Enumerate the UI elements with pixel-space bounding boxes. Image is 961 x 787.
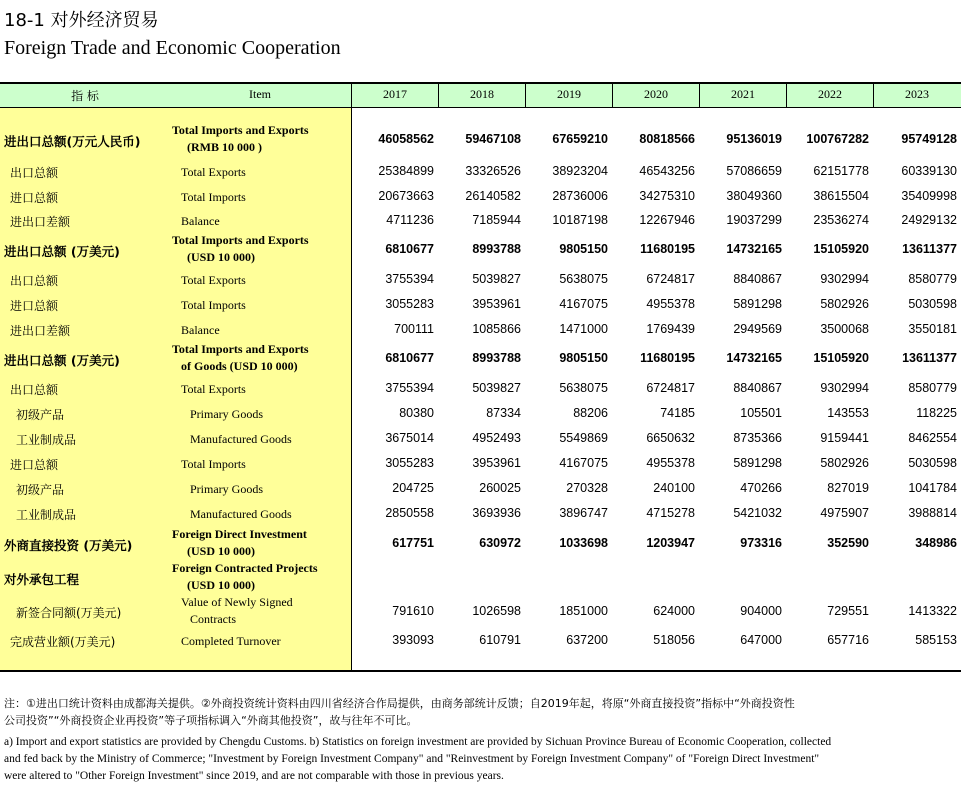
table-cell: 5030598 bbox=[908, 456, 957, 470]
table-cell: 5638075 bbox=[559, 272, 608, 286]
page-title-cn: 18-1 对外经济贸易 bbox=[4, 10, 159, 31]
table-cell: 23536274 bbox=[813, 213, 869, 227]
table-cell: 95749128 bbox=[901, 132, 957, 146]
row-label-en: Foreign Contracted Projects bbox=[172, 561, 318, 575]
table-cell: 3988814 bbox=[908, 506, 957, 520]
note-cn-line2: 公司投资”“外商投资企业再投资”等子项指标调入“外商其他投资”，故与往年不可比。 bbox=[4, 714, 418, 727]
table-cell: 5421032 bbox=[733, 506, 782, 520]
table-cell: 60339130 bbox=[901, 164, 957, 178]
table-cell: 5030598 bbox=[908, 297, 957, 311]
header-item: Item bbox=[249, 87, 271, 101]
table-cell: 12267946 bbox=[639, 213, 695, 227]
note-en-line2: and fed back by the Ministry of Commerce; "Investment by Foreign Investment Company" and "Reinvestment by Foreign Investment Company" of "Foreign Direct Investment" bbox=[4, 753, 820, 765]
table-cell: 1041784 bbox=[908, 481, 957, 495]
table-cell: 11680195 bbox=[640, 242, 695, 256]
table-cell: 33326526 bbox=[465, 164, 521, 178]
table-cell: 59467108 bbox=[465, 132, 521, 146]
table-cell: 3755394 bbox=[385, 272, 434, 286]
row-label-en: Foreign Direct Investment bbox=[172, 527, 307, 541]
row-label-cn: 进出口总额(万元人民币) bbox=[4, 134, 141, 149]
table-cell: 118225 bbox=[916, 406, 957, 420]
row-label-cn: 进口总额 bbox=[10, 191, 59, 205]
table-cell: 38923204 bbox=[552, 164, 608, 178]
row-label-en: Manufactured Goods bbox=[190, 507, 292, 521]
table-cell: 80818566 bbox=[639, 132, 695, 146]
row-label-en: Manufactured Goods bbox=[190, 432, 292, 446]
row-label-cn: 出口总额 bbox=[10, 166, 59, 180]
table-cell: 38049360 bbox=[726, 189, 782, 203]
table-cell: 470266 bbox=[740, 481, 782, 495]
table-cell: 270328 bbox=[566, 481, 608, 495]
table-cell: 973316 bbox=[740, 536, 782, 550]
table-cell: 13611377 bbox=[902, 242, 957, 256]
table-cell: 3055283 bbox=[385, 297, 434, 311]
row-label-cn: 出口总额 bbox=[10, 383, 59, 397]
table-cell: 9805150 bbox=[559, 351, 608, 365]
table-cell: 8840867 bbox=[733, 381, 782, 395]
table-cell: 8580779 bbox=[908, 272, 957, 286]
table-cell: 624000 bbox=[653, 604, 695, 618]
header-year: 2020 bbox=[644, 87, 668, 101]
row-label-cn: 工业制成品 bbox=[16, 508, 77, 522]
row-label-en: Total Imports and Exports bbox=[172, 342, 309, 356]
table-cell: 518056 bbox=[653, 633, 695, 647]
table-cell: 5891298 bbox=[733, 297, 782, 311]
table-cell: 4955378 bbox=[646, 297, 695, 311]
row-label-en: Value of Newly Signed bbox=[181, 595, 293, 609]
table-cell: 9159441 bbox=[820, 431, 869, 445]
header-year: 2018 bbox=[470, 87, 494, 101]
table-cell: 57086659 bbox=[726, 164, 782, 178]
table-cell: 1085866 bbox=[472, 322, 521, 336]
note-en-line3: were altered to "Other Foreign Investment" since 2019, and are not comparable with those in previous years. bbox=[4, 770, 504, 782]
table-top-rule bbox=[0, 82, 961, 84]
row-label-cn: 完成营业额(万美元) bbox=[10, 635, 116, 649]
table-cell: 352590 bbox=[827, 536, 869, 550]
header-year: 2017 bbox=[383, 87, 407, 101]
row-label-en: Balance bbox=[181, 323, 220, 337]
table-cell: 4167075 bbox=[559, 456, 608, 470]
row-label-cn: 出口总额 bbox=[10, 274, 59, 288]
table-cell: 700111 bbox=[394, 322, 434, 336]
table-cell: 8580779 bbox=[908, 381, 957, 395]
table-cell: 14732165 bbox=[726, 242, 782, 256]
table-cell: 46543256 bbox=[639, 164, 695, 178]
table-cell: 647000 bbox=[740, 633, 782, 647]
table-cell: 610791 bbox=[479, 633, 521, 647]
table-cell: 5638075 bbox=[559, 381, 608, 395]
table-cell: 24929132 bbox=[901, 213, 957, 227]
row-label-en: Balance bbox=[181, 214, 220, 228]
table-cell: 11680195 bbox=[640, 351, 695, 365]
table-cell: 74185 bbox=[660, 406, 695, 420]
table-cell: 4167075 bbox=[559, 297, 608, 311]
table-cell: 100767282 bbox=[806, 132, 869, 146]
table-cell: 3896747 bbox=[559, 506, 608, 520]
row-label-en: Total Imports bbox=[181, 457, 246, 471]
row-label-en: of Goods (USD 10 000) bbox=[181, 359, 298, 373]
table-cell: 35409998 bbox=[901, 189, 957, 203]
table-cell: 1203947 bbox=[646, 536, 695, 550]
table-cell: 5891298 bbox=[733, 456, 782, 470]
table-cell: 204725 bbox=[392, 481, 434, 495]
header-year: 2023 bbox=[905, 87, 929, 101]
table-cell: 13611377 bbox=[902, 351, 957, 365]
row-label-en: Total Exports bbox=[181, 273, 246, 287]
table-cell: 4955378 bbox=[646, 456, 695, 470]
note-en-line1: a) Import and export statistics are provided by Chengdu Customs. b) Statistics on foreign investment are provided by Sichuan Province Bureau of Economic Cooperation, collected bbox=[4, 736, 832, 748]
table-cell: 3500068 bbox=[820, 322, 869, 336]
table-cell: 1851000 bbox=[559, 604, 608, 618]
table-cell: 38615504 bbox=[813, 189, 869, 203]
table-cell: 26140582 bbox=[465, 189, 521, 203]
row-label-cn: 新签合同额(万美元) bbox=[16, 606, 122, 620]
table-cell: 67659210 bbox=[552, 132, 608, 146]
table-cell: 46058562 bbox=[378, 132, 434, 146]
table-cell: 34275310 bbox=[639, 189, 695, 203]
table-cell: 3550181 bbox=[908, 322, 957, 336]
row-label-en: Total Exports bbox=[181, 382, 246, 396]
table-cell: 87334 bbox=[486, 406, 521, 420]
row-label-cn: 工业制成品 bbox=[16, 433, 77, 447]
table-cell: 5802926 bbox=[820, 456, 869, 470]
table-cell: 657716 bbox=[827, 633, 869, 647]
row-label-cn: 进出口总额 (万美元) bbox=[4, 353, 120, 368]
table-cell: 8735366 bbox=[733, 431, 782, 445]
table-cell: 88206 bbox=[573, 406, 608, 420]
table-cell: 791610 bbox=[392, 604, 434, 618]
header-year: 2022 bbox=[818, 87, 842, 101]
table-cell: 630972 bbox=[479, 536, 521, 550]
table-cell: 9302994 bbox=[820, 381, 869, 395]
table-cell: 6650632 bbox=[646, 431, 695, 445]
table-cell: 5549869 bbox=[559, 431, 608, 445]
table-cell: 3953961 bbox=[472, 297, 521, 311]
table-cell: 3953961 bbox=[472, 456, 521, 470]
header-bottom-rule bbox=[0, 107, 961, 108]
row-label-cn: 初级产品 bbox=[16, 408, 65, 422]
row-label-en: (RMB 10 000 ) bbox=[187, 140, 262, 154]
header-year: 2019 bbox=[557, 87, 581, 101]
table-cell: 1033698 bbox=[559, 536, 608, 550]
table-cell: 9805150 bbox=[559, 242, 608, 256]
row-label-cn: 初级产品 bbox=[16, 483, 65, 497]
table-cell: 3055283 bbox=[385, 456, 434, 470]
table-cell: 3693936 bbox=[472, 506, 521, 520]
page-title-en: Foreign Trade and Economic Cooperation bbox=[4, 37, 341, 59]
table-cell: 5802926 bbox=[820, 297, 869, 311]
row-label-en: (USD 10 000) bbox=[187, 250, 255, 264]
table-cell: 9302994 bbox=[820, 272, 869, 286]
table-cell: 15105920 bbox=[813, 242, 869, 256]
table-cell: 1471000 bbox=[559, 322, 608, 336]
table-cell: 6724817 bbox=[646, 272, 695, 286]
row-label-en: Total Imports bbox=[181, 298, 246, 312]
table-cell: 2850558 bbox=[385, 506, 434, 520]
table-cell: 1413322 bbox=[908, 604, 957, 618]
table-cell: 15105920 bbox=[813, 351, 869, 365]
table-cell: 1769439 bbox=[646, 322, 695, 336]
table-cell: 10187198 bbox=[552, 213, 608, 227]
row-label-cn: 外商直接投资 (万美元) bbox=[4, 538, 133, 553]
table-cell: 1026598 bbox=[472, 604, 521, 618]
table-cell: 6810677 bbox=[385, 242, 434, 256]
header-indicator: 指 标 bbox=[71, 89, 99, 103]
table-cell: 260025 bbox=[479, 481, 521, 495]
table-cell: 729551 bbox=[827, 604, 869, 618]
table-cell: 80380 bbox=[399, 406, 434, 420]
table-cell: 348986 bbox=[915, 536, 957, 550]
table-cell: 5039827 bbox=[472, 381, 521, 395]
row-label-cn: 对外承包工程 bbox=[4, 572, 80, 587]
row-label-en: Contracts bbox=[190, 612, 236, 626]
table-cell: 8462554 bbox=[908, 431, 957, 445]
note-cn-line1: 注：①进出口统计资料由成都海关提供。②外商投资统计资料由四川省经济合作局提供，由商务部统计反馈；自2019年起，将原“外商直接投资”指标中“外商投资性 bbox=[4, 697, 795, 710]
row-label-cn: 进出口差额 bbox=[10, 324, 71, 338]
table-cell: 62151778 bbox=[813, 164, 869, 178]
table-cell: 14732165 bbox=[726, 351, 782, 365]
table-cell: 8993788 bbox=[472, 242, 521, 256]
table-cell: 637200 bbox=[566, 633, 608, 647]
row-label-en: Total Exports bbox=[181, 165, 246, 179]
row-label-en: (USD 10 000) bbox=[187, 544, 255, 558]
table-cell: 28736006 bbox=[552, 189, 608, 203]
row-label-en: Total Imports and Exports bbox=[172, 123, 309, 137]
row-label-en: (USD 10 000) bbox=[187, 578, 255, 592]
table-cell: 8840867 bbox=[733, 272, 782, 286]
table-cell: 7185944 bbox=[472, 213, 521, 227]
row-label-en: Completed Turnover bbox=[181, 634, 281, 648]
table-cell: 5039827 bbox=[472, 272, 521, 286]
row-label-en: Total Imports bbox=[181, 190, 246, 204]
row-label-cn: 进口总额 bbox=[10, 299, 59, 313]
table-cell: 8993788 bbox=[472, 351, 521, 365]
table-cell: 3675014 bbox=[385, 431, 434, 445]
row-label-en: Primary Goods bbox=[190, 482, 263, 496]
table-cell: 4715278 bbox=[646, 506, 695, 520]
table-cell: 240100 bbox=[653, 481, 695, 495]
table-cell: 143553 bbox=[827, 406, 869, 420]
row-label-cn: 进出口总额 (万美元) bbox=[4, 244, 120, 259]
table-cell: 25384899 bbox=[378, 164, 434, 178]
table-cell: 6724817 bbox=[646, 381, 695, 395]
table-cell: 904000 bbox=[740, 604, 782, 618]
table-cell: 827019 bbox=[827, 481, 869, 495]
row-label-cn: 进口总额 bbox=[10, 458, 59, 472]
table-cell: 6810677 bbox=[385, 351, 434, 365]
row-label-cn: 进出口差额 bbox=[10, 215, 71, 229]
table-bottom-rule bbox=[0, 670, 961, 672]
table-cell: 4975907 bbox=[820, 506, 869, 520]
table-cell: 3755394 bbox=[385, 381, 434, 395]
header-year: 2021 bbox=[731, 87, 755, 101]
table-cell: 2949569 bbox=[733, 322, 782, 336]
table-cell: 617751 bbox=[392, 536, 434, 550]
table-cell: 19037299 bbox=[726, 213, 782, 227]
table-cell: 20673663 bbox=[378, 189, 434, 203]
table-cell: 585153 bbox=[915, 633, 957, 647]
table-cell: 393093 bbox=[392, 633, 434, 647]
table-cell: 95136019 bbox=[726, 132, 782, 146]
row-label-en: Total Imports and Exports bbox=[172, 233, 309, 247]
table-cell: 4711236 bbox=[386, 213, 434, 227]
table-cell: 105501 bbox=[740, 406, 782, 420]
table-cell: 4952493 bbox=[472, 431, 521, 445]
row-label-en: Primary Goods bbox=[190, 407, 263, 421]
